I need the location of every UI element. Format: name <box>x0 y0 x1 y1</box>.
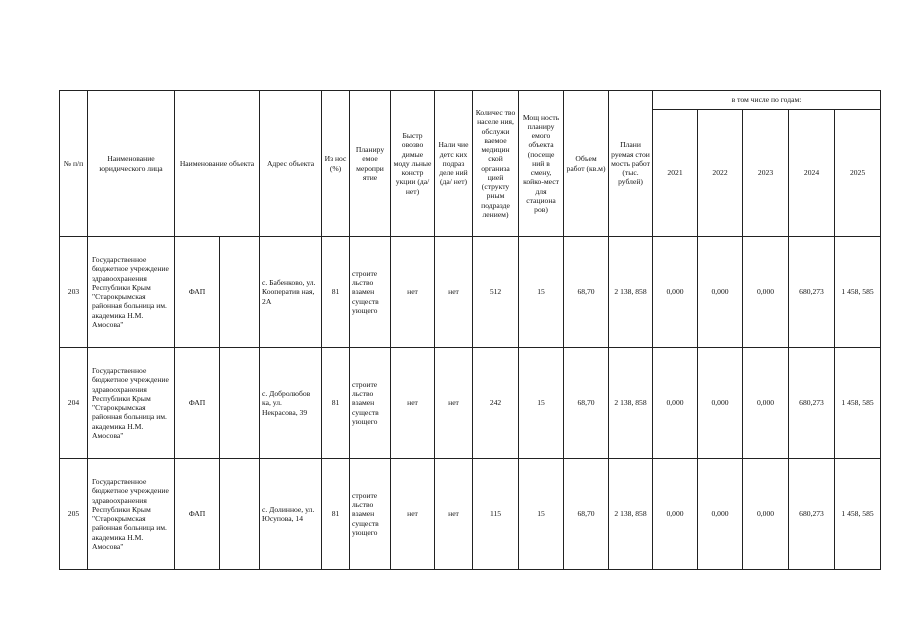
cell-cost: 2 138, 858 <box>609 348 653 459</box>
cell-2022: 0,000 <box>698 237 743 348</box>
table-row <box>60 348 881 459</box>
header-years-caption: в том числе по годам: <box>653 91 881 110</box>
cell-num: 204 <box>60 348 88 459</box>
cell-2023: 0,000 <box>743 237 789 348</box>
cell-legal-entity: Государственное бюджетное учреждение здравоохранения Республики Крым "Старокрымская районная больница им. академика Н.М. Амосова" <box>88 459 175 570</box>
header-volume: Объем работ (кв.м) <box>564 91 609 237</box>
header-year-2025: 2025 <box>835 110 881 237</box>
cell-capacity: 15 <box>519 348 564 459</box>
investment-table <box>59 90 881 570</box>
cell-wear: 81 <box>322 348 350 459</box>
header-year-2024: 2024 <box>789 110 835 237</box>
cell-2024: 680,273 <box>789 459 835 570</box>
header-capacity: Мощ ность планиру емого объекта (посеще ний в смену, койко-мест для стациона ров) <box>519 91 564 237</box>
cell-2023: 0,000 <box>743 348 789 459</box>
cell-volume: 68,70 <box>564 348 609 459</box>
cell-2021: 0,000 <box>653 237 698 348</box>
header-prefab: Быстр овозво димые моду льные констр укции (да/ нет) <box>391 91 435 237</box>
cell-2025: 1 458, 585 <box>835 348 881 459</box>
cell-2022: 0,000 <box>698 459 743 570</box>
cell-population: 242 <box>473 348 519 459</box>
cell-children: нет <box>435 348 473 459</box>
header-year-2021: 2021 <box>653 110 698 237</box>
cell-capacity: 15 <box>519 459 564 570</box>
cell-volume: 68,70 <box>564 237 609 348</box>
cell-2023: 0,000 <box>743 459 789 570</box>
cell-cost: 2 138, 858 <box>609 459 653 570</box>
cell-extra <box>220 459 260 570</box>
table-row <box>60 237 881 348</box>
cell-2025: 1 458, 585 <box>835 237 881 348</box>
header-num: № п/п <box>60 91 88 237</box>
cell-prefab: нет <box>391 459 435 570</box>
cell-legal-entity: Государственное бюджетное учреждение здравоохранения Республики Крым "Старокрымская районная больница им. академика Н.М. Амосова" <box>88 237 175 348</box>
cell-2025: 1 458, 585 <box>835 459 881 570</box>
header-legal-entity: Наименование юридического лица <box>88 91 175 237</box>
cell-wear: 81 <box>322 459 350 570</box>
cell-planned-measure: строите льство взамен существ ующего <box>350 237 391 348</box>
header-row-top <box>60 91 881 110</box>
cell-legal-entity: Государственное бюджетное учреждение здравоохранения Республики Крым "Старокрымская районная больница им. академика Н.М. Амосова" <box>88 348 175 459</box>
cell-address: с. Бабенково, ул. Кооператив ная, 2А <box>260 237 322 348</box>
cell-2021: 0,000 <box>653 459 698 570</box>
cell-capacity: 15 <box>519 237 564 348</box>
cell-planned-measure: строите льство взамен существ ующего <box>350 348 391 459</box>
cell-volume: 68,70 <box>564 459 609 570</box>
header-children: Нали чие детс ких подраз деле ний (да/ нет) <box>435 91 473 237</box>
cell-cost: 2 138, 858 <box>609 237 653 348</box>
header-cost: Плани руемая стои мость работ (тыс. рублей) <box>609 91 653 237</box>
table-row <box>60 459 881 570</box>
cell-extra <box>220 237 260 348</box>
cell-address: с. Долинное, ул. Юсупова, 14 <box>260 459 322 570</box>
header-population: Количес тво населе ния, обслужи ваемое медицин ской организа цией (структу рным подразде лением) <box>473 91 519 237</box>
header-year-2023: 2023 <box>743 110 789 237</box>
header-year-2022: 2022 <box>698 110 743 237</box>
cell-num: 203 <box>60 237 88 348</box>
cell-prefab: нет <box>391 348 435 459</box>
header-object-name: Наименование объекта <box>175 91 260 237</box>
cell-address: с. Добролюбов ка, ул. Некрасова, 39 <box>260 348 322 459</box>
header-address: Адрес объекта <box>260 91 322 237</box>
header-planned-measure: Планиру емое меропри ятие <box>350 91 391 237</box>
cell-2024: 680,273 <box>789 348 835 459</box>
cell-children: нет <box>435 459 473 570</box>
cell-prefab: нет <box>391 237 435 348</box>
cell-planned-measure: строите льство взамен существ ующего <box>350 459 391 570</box>
cell-object-name: ФАП <box>175 459 220 570</box>
cell-object-name: ФАП <box>175 237 220 348</box>
cell-wear: 81 <box>322 237 350 348</box>
header-wear: Из нос (%) <box>322 91 350 237</box>
cell-population: 512 <box>473 237 519 348</box>
cell-object-name: ФАП <box>175 348 220 459</box>
cell-extra <box>220 348 260 459</box>
cell-2022: 0,000 <box>698 348 743 459</box>
cell-children: нет <box>435 237 473 348</box>
cell-num: 205 <box>60 459 88 570</box>
cell-2021: 0,000 <box>653 348 698 459</box>
cell-population: 115 <box>473 459 519 570</box>
cell-2024: 680,273 <box>789 237 835 348</box>
